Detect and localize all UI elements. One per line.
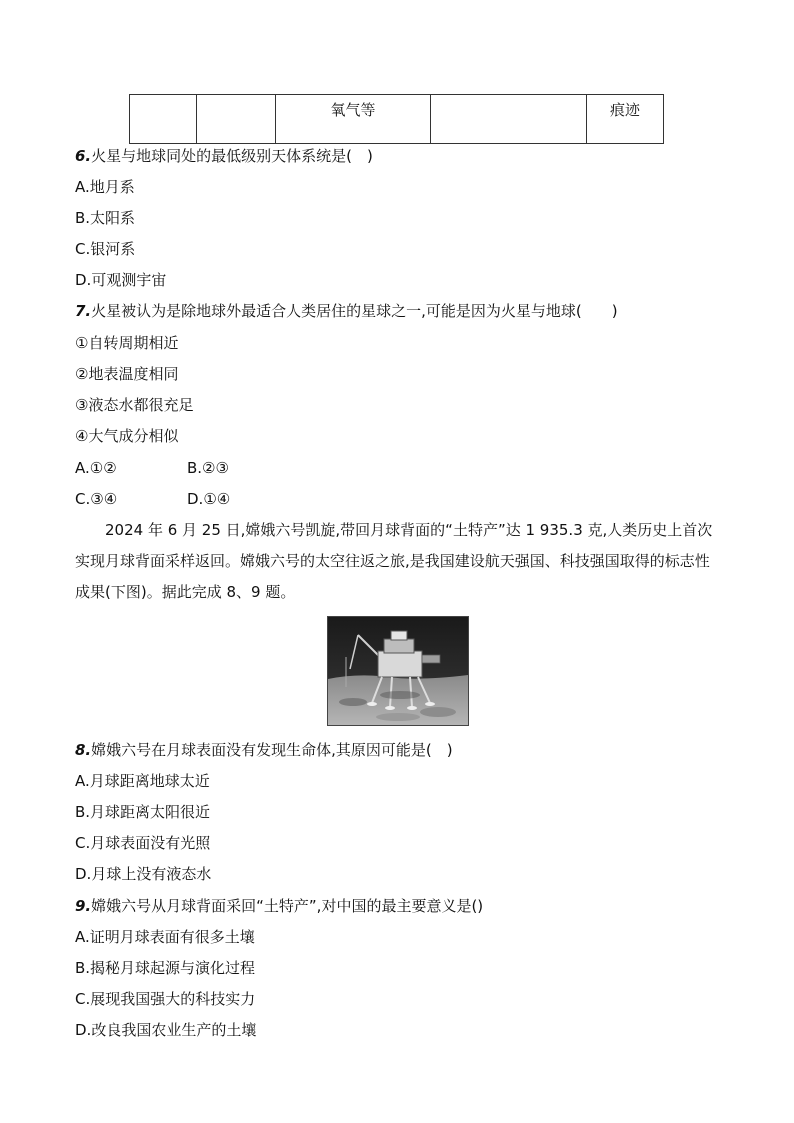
table-cell [431,95,587,144]
lander-photo [327,616,469,726]
table-cell [197,95,276,144]
question-text: 火星与地球同处的最低级别天体系统是( ) [91,147,373,165]
question-number: 8. [75,741,92,759]
q6-option-c: C.银河系 [75,240,136,258]
question-number: 6. [75,147,92,165]
q6-option-b: B.太阳系 [75,209,136,227]
q9-option-c: C.展现我国强大的科技实力 [75,990,256,1008]
reading-passage: 2024 年 6 月 25 日,嫦娥六号凯旋,带回月球背面的“土特产”达 1 935.3 克,人类历史上首次实现月球背面采样返回。嫦娥六号的太空往返之旅,是我国建设航天强国、科技强国取得的标志性成果(下图)。据此完成 8、9 题。 [75,521,713,601]
question-text: 火星被认为是除地球外最适合人类居住的星球之一,可能是因为火星与地球( ) [91,302,618,320]
q7-item-4: ④大气成分相似 [75,427,179,445]
q7-item-2: ②地表温度相同 [75,365,179,383]
q7-option-c: C.③④ [75,490,118,508]
q7-option-b: B.②③ [187,459,229,477]
question-number: 9. [75,897,92,915]
q7-item-3: ③液态水都很充足 [75,396,194,414]
question-8-stem [75,740,453,760]
question-6-stem [75,146,373,166]
q8-option-a: A.月球距离地球太近 [75,772,210,790]
q7-option-a: A.①② [75,459,117,477]
q9-option-d: D.改良我国农业生产的土壤 [75,1021,257,1039]
q8-option-d: D.月球上没有液态水 [75,865,212,883]
table-cell: 痕迹 [587,95,664,144]
q8-option-c: C.月球表面没有光照 [75,834,211,852]
table-row [130,95,664,144]
question-7-stem [75,301,618,321]
q6-option-a: A.地月系 [75,178,135,196]
question-number: 7. [75,302,92,320]
q7-item-1: ①自转周期相近 [75,334,179,352]
table-fragment [129,94,664,144]
q8-option-b: B.月球距离太阳很近 [75,803,211,821]
lunar-lander-illustration [328,617,468,725]
q9-option-b: B.揭秘月球起源与演化过程 [75,959,256,977]
q7-option-d: D.①④ [187,490,231,508]
table-cell: 氧气等 [276,95,431,144]
q6-option-d: D.可观测宇宙 [75,271,167,289]
question-9-stem [75,896,483,916]
table-cell [130,95,197,144]
question-text: 嫦娥六号从月球背面采回“土特产”,对中国的最主要意义是() [91,897,484,915]
question-text: 嫦娥六号在月球表面没有发现生命体,其原因可能是( ) [91,741,453,759]
q9-option-a: A.证明月球表面有很多土壤 [75,928,255,946]
